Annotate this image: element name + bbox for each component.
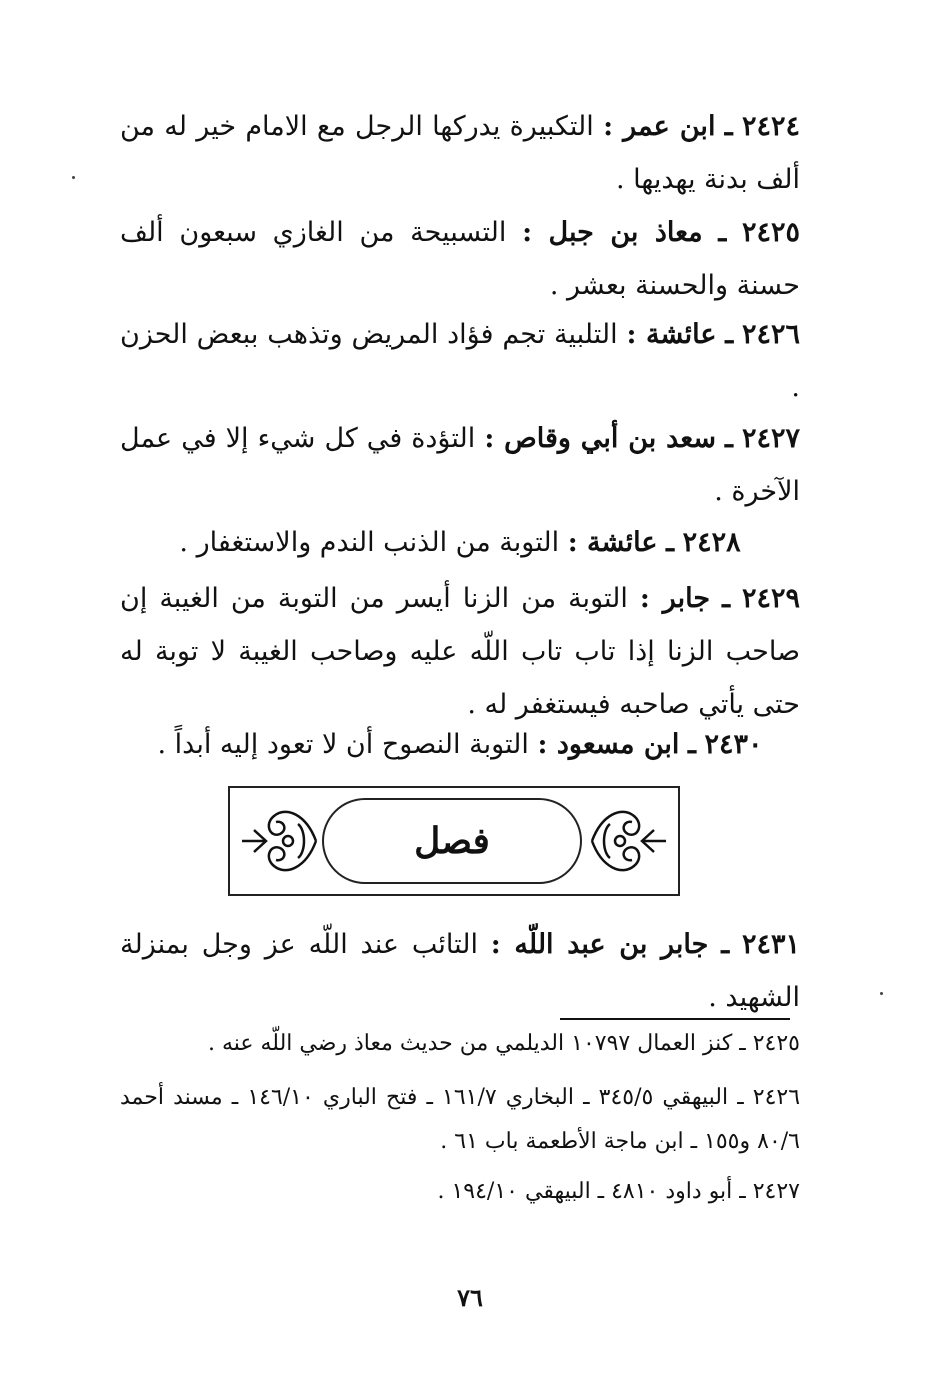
entry-2429 xyxy=(120,572,800,731)
entry-narrator: عائشة : xyxy=(626,319,717,350)
entry-number: ٢٤٢٤ xyxy=(741,111,800,142)
entry-separator: ـ xyxy=(725,423,733,454)
entry-text: التائب عند اللّه عز وجل بمنزلة الشهيد . xyxy=(120,929,800,1013)
footnote-2427: ٢٤٢٧ ـ أبو داود ٤٨١٠ ـ البيهقي ١٩٤/١٠ . xyxy=(437,1179,800,1204)
entry-separator: ـ xyxy=(724,111,733,142)
entry-separator: ـ xyxy=(722,583,730,614)
entry-separator: ـ xyxy=(725,319,734,350)
entry-2424 xyxy=(120,100,800,206)
scan-speck xyxy=(72,176,75,179)
entry-narrator: سعد بن أبي وقاص : xyxy=(484,423,716,454)
entry-text: التسبيحة من الغازي سبعون ألف حسنة والحسنة بعشر . xyxy=(120,217,800,301)
entry-number: ٢٤٢٩ xyxy=(742,583,801,614)
entry-text: التكبيرة يدركها الرجل مع الامام خير له من ألف بدنة يهديها . xyxy=(120,111,800,195)
title-cartouche xyxy=(322,798,582,884)
entry-narrator: جابر : xyxy=(639,583,711,614)
entry-text: التوبة من الذنب الندم والاستغفار . xyxy=(179,527,560,558)
entry-number: ٢٤٣٠ xyxy=(704,729,763,760)
entry-2428 xyxy=(120,516,800,569)
entry-narrator: معاذ بن جبل : xyxy=(522,217,703,248)
entry-text: التلبية تجم فؤاد المريض وتذهب ببعض الحزن . xyxy=(120,319,800,403)
page-number: ٧٦ xyxy=(457,1283,483,1312)
scan-speck xyxy=(880,992,883,995)
arabesque-ornament-icon xyxy=(586,794,672,888)
entry-separator: ـ xyxy=(721,929,730,960)
section-frame xyxy=(228,786,680,896)
entry-narrator: ابن مسعود : xyxy=(537,729,680,760)
entry-narrator: جابر بن عبد اللّه : xyxy=(490,929,709,960)
entry-2430 xyxy=(120,718,800,771)
entry-separator: ـ xyxy=(687,729,696,760)
entry-separator: ـ xyxy=(718,217,727,248)
entry-2426 xyxy=(120,308,800,414)
entry-text: التؤدة في كل شيء إلا في عمل الآخرة . xyxy=(120,423,800,507)
arabesque-ornament-icon xyxy=(236,794,322,888)
entry-2427 xyxy=(120,412,800,518)
section-title: فصل xyxy=(414,820,490,862)
entry-number: ٢٤٢٦ xyxy=(742,319,801,350)
entry-separator: ـ xyxy=(666,527,674,558)
entry-2431 xyxy=(120,918,800,1024)
footnote-2425: ٢٤٢٥ ـ كنز العمال ١٠٧٩٧ الديلمي من حديث معاذ رضي اللّه عنه . xyxy=(207,1031,800,1056)
entry-text: التوبة من الزنا أيسر من التوبة من الغيبة إن صاحب الزنا إذا تاب تاب اللّه عليه وصاحب الغيبة لا توبة له حتى يأتي صاحبه فيستغفر له . xyxy=(120,583,800,720)
entry-number: ٢٤٣١ xyxy=(741,929,800,960)
footnote-divider xyxy=(560,1018,790,1020)
entry-number: ٢٤٢٥ xyxy=(741,217,800,248)
entry-2425 xyxy=(120,206,800,312)
footnote-2426: ٢٤٢٦ ـ البيهقي ٣٤٥/٥ ـ البخاري ١٦١/٧ ـ فتح الباري ١٤٦/١٠ ـ مسند أحمد ٨٠/٦ و١٥٥ ـ ابن ماجة الأطعمة باب ٦١ . xyxy=(120,1085,801,1154)
entry-narrator: عائشة : xyxy=(567,527,658,558)
entry-text: التوبة النصوح أن لا تعود إليه أبداً . xyxy=(157,729,529,760)
entry-narrator: ابن عمر : xyxy=(603,111,716,142)
entry-number: ٢٤٢٨ xyxy=(682,527,741,558)
entry-number: ٢٤٢٧ xyxy=(741,423,800,454)
